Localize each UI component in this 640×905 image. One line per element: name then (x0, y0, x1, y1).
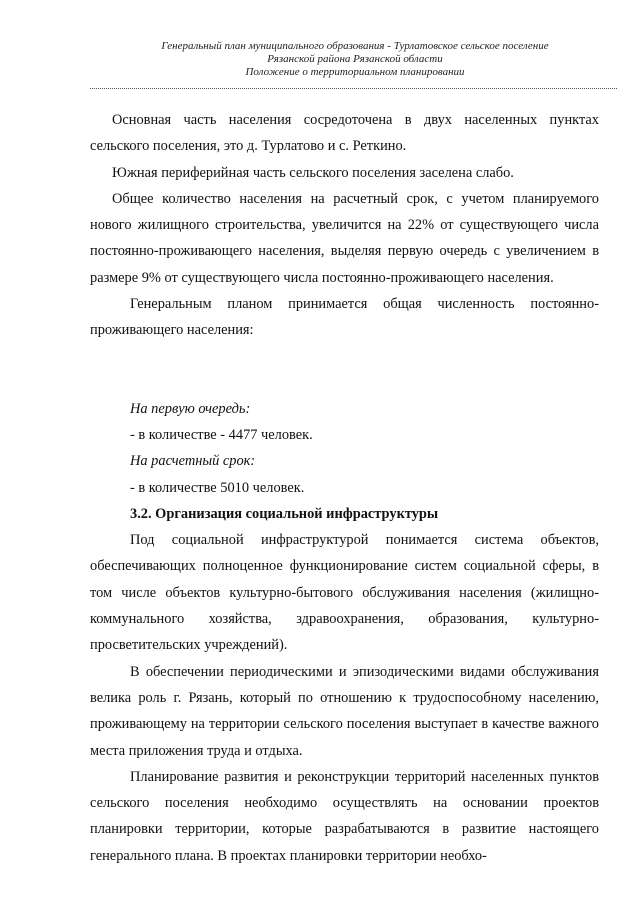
paragraph-south-periphery: Южная периферийная часть сельского поселения заселена слабо. (112, 164, 514, 181)
spacer (90, 344, 599, 396)
paragraph-ryazan-role: В обеспечении периодическими и эпизодическими видами обслуживания велика роль г. Рязань, который по отношению к трудоспособному населению, проживающему на территории сельского поселения выступает в качестве важного места приложения труда и отдыха. (90, 663, 599, 759)
header-document-name: Положение о территориальном планировании (245, 66, 465, 78)
page-header (90, 40, 620, 79)
target-stage-label: На расчетный срок: (130, 453, 256, 470)
section-heading: 3.2. Организация социальной инфраструктуры (130, 505, 439, 522)
first-stage-value: - в количестве - 4477 человек. (130, 426, 313, 443)
paragraph-population-centers: Основная часть населения сосредоточена в двух населенных пунктах сельского поселения, это д. Турлатово и с. Реткино. (90, 112, 599, 155)
first-stage-label: На первую очередь: (130, 400, 251, 417)
header-region: Рязанской района Рязанской области (267, 53, 443, 65)
header-divider (90, 88, 617, 89)
paragraph-population-growth: Общее количество населения на расчетный срок, с учетом планируемого нового жилищного строительства, увеличится на 22% от существующего числа постоянно-проживающего населения, выделяя первую очередь с увеличением в размере 9% от существующего числа постоянно-проживающего населения. (90, 190, 599, 286)
paragraph-social-infrastructure: Под социальной инфраструктурой понимается система объектов, обеспечивающих полноценное функционирование систем социальной сферы, в том числе объектов культурно-бытового обслуживания населения (жилищно-коммунального хозяйства, здравоохранения, образования, культурно-просветительских учреждений). (90, 532, 599, 654)
target-stage-value: - в количестве 5010 человек. (130, 479, 305, 496)
header-title: Генеральный план муниципального образования - Турлатовское сельское поселение (161, 40, 549, 52)
paragraph-planning: Планирование развития и реконструкции территорий населенных пунктов сельского поселения необходимо осуществлять на основании проектов планировки территории, которые разрабатываются в развитие настоящего генерального плана. В проектах планировки территории необхо- (90, 768, 599, 864)
document-body (90, 107, 599, 869)
paragraph-population-total: Генеральным планом принимается общая численность постоянно-проживающего населения: (90, 296, 599, 339)
